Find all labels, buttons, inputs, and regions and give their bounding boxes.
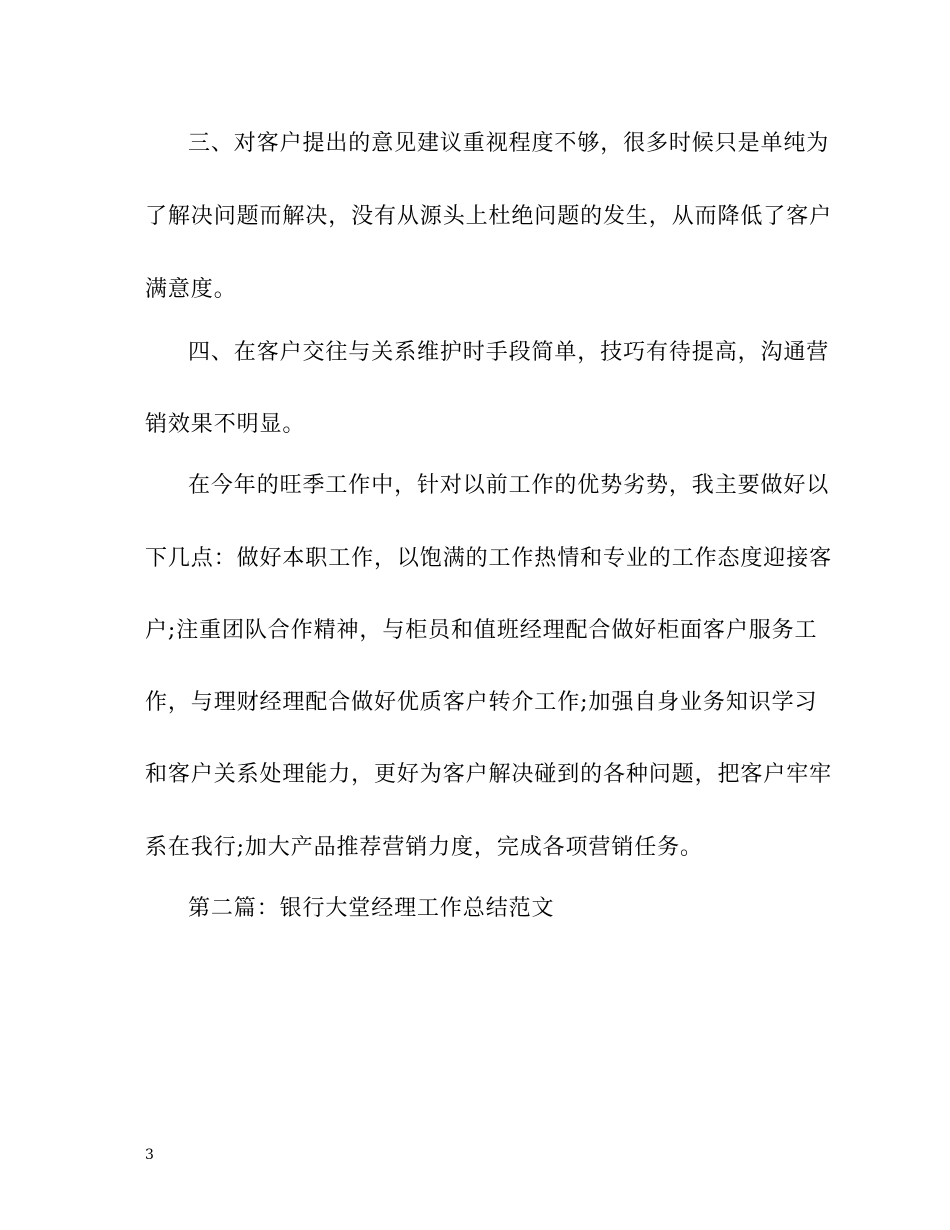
paragraph-2-line-1: 四、在客户交往与关系维护时手段简单，技巧有待提高，沟通营	[188, 340, 830, 365]
section-heading: 第二篇：银行大堂经理工作总结范文	[188, 896, 555, 921]
paragraph-3-line-3: 户;注重团队合作精神，与柜员和值班经理配合做好柜面客户服务工	[145, 618, 818, 643]
page-number: 3	[145, 1147, 154, 1163]
paragraph-3-line-4: 作，与理财经理配合做好优质客户转介工作;加强自身业务知识学习	[145, 690, 818, 715]
paragraph-3-line-1: 在今年的旺季工作中，针对以前工作的优势劣势，我主要做好以	[188, 473, 830, 498]
paragraph-1-line-2: 了解决问题而解决，没有从源头上杜绝问题的发生，从而降低了客户	[145, 204, 833, 229]
paragraph-1-line-1: 三、对客户提出的意见建议重视程度不够，很多时候只是单纯为	[188, 131, 830, 156]
paragraph-1-line-3: 满意度。	[145, 277, 237, 302]
paragraph-2-line-2: 销效果不明显。	[145, 412, 306, 437]
paragraph-3-line-5: 和客户关系处理能力，更好为客户解决碰到的各种问题，把客户牢牢	[145, 762, 833, 787]
paragraph-3-line-6: 系在我行;加大产品推荐营销力度，完成各项营销任务。	[145, 835, 703, 860]
paragraph-3-line-2: 下几点：做好本职工作，以饱满的工作热情和专业的工作态度迎接客	[145, 546, 833, 571]
